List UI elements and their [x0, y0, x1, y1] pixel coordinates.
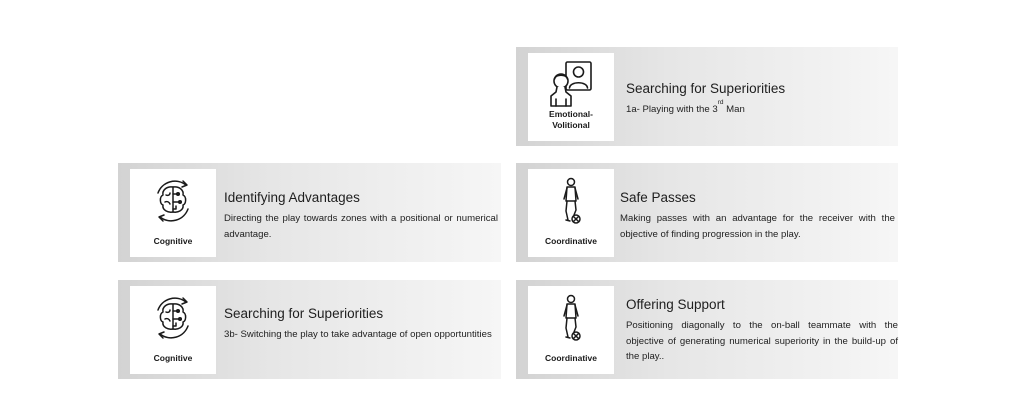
card-emotional-searching-superiorities: [516, 47, 898, 146]
icon-label-coordinative: Coordinative: [545, 236, 597, 246]
card-title: Safe Passes: [620, 190, 696, 205]
football-player-icon: [548, 292, 594, 344]
icon-label-cognitive: Cognitive: [153, 236, 193, 246]
card-description: Directing the play towards zones with a positional or numerical advantage.: [224, 213, 498, 240]
card-coordinative-safe-passes: [516, 163, 898, 262]
icon-box-coordinative: [528, 286, 614, 374]
football-player-icon: [548, 175, 594, 227]
card-description: Making passes with an advantage for the receiver with the objective of finding progression in the play.: [620, 213, 895, 240]
two-people-portrait-icon: [548, 59, 594, 111]
card-title: Searching for Superiorities: [224, 306, 384, 321]
card-coordinative-offering-support: [516, 280, 898, 379]
brain-cycle-icon: [150, 292, 196, 344]
card-title: Offering Support: [626, 297, 725, 312]
icon-label-cognitive: Cognitive: [153, 353, 193, 363]
icon-label-emotional: Emotional- Volitional: [549, 109, 593, 130]
card-description: 1a- Playing with the 3rd Man: [626, 99, 745, 115]
card-description: Positioning diagonally to the on-ball teammate with the objective of generating numerical superiority in the build-up of the play..: [626, 320, 898, 362]
card-cognitive-identifying-advantages: [118, 163, 501, 262]
icon-box-emotional: [528, 53, 614, 141]
card-title: Searching for Superiorities: [626, 81, 786, 96]
icon-box-cognitive: [130, 286, 216, 374]
card-title: Identifying Advantages: [224, 190, 360, 205]
brain-cycle-icon: [150, 175, 196, 227]
icon-box-coordinative: [528, 169, 614, 257]
icon-label-coordinative: Coordinative: [545, 353, 597, 363]
icon-box-cognitive: [130, 169, 216, 257]
card-description: 3b- Switching the play to take advantage of open opportuntities: [224, 329, 492, 340]
card-cognitive-searching-superiorities: [118, 280, 501, 379]
